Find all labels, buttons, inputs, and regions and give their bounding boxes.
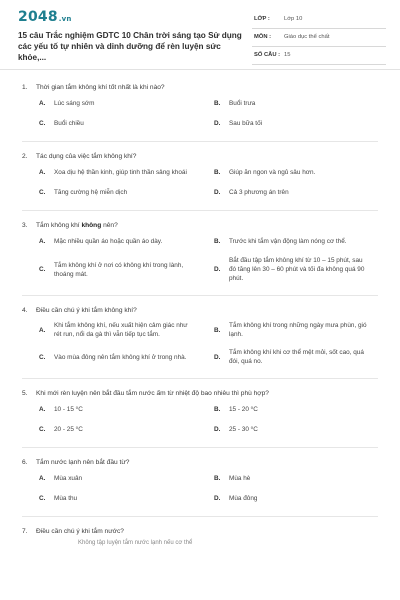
answer-option-c[interactable]: [22, 424, 194, 435]
question-number: 4.: [22, 307, 28, 314]
question-text-emphasis: không: [81, 222, 102, 229]
question-5: [22, 386, 378, 448]
option-letter: C.: [39, 495, 46, 502]
question-number: 1.: [22, 84, 28, 91]
question-text: Tắm nước lạnh nên bắt đầu từ?: [36, 459, 130, 466]
answer-options: [22, 167, 378, 198]
option-text: Mùa thu: [54, 495, 78, 502]
question-text: Khi mới rèn luyện nên bắt đầu tắm nước ấm từ nhiệt độ bao nhiêu thì phù hợp?: [36, 390, 269, 397]
option-letter: C.: [39, 426, 46, 433]
question-stem: [22, 303, 378, 321]
option-letter: C.: [39, 120, 46, 127]
question-text: Tác dụng của việc tắm không khí?: [36, 153, 137, 160]
answer-option-c[interactable]: [22, 348, 194, 366]
answer-option-a[interactable]: [22, 167, 194, 178]
answer-option-c[interactable]: [22, 493, 194, 504]
meta-row-class: [252, 13, 386, 29]
question-number: 3.: [22, 222, 28, 229]
option-letter: A.: [39, 475, 46, 482]
answer-options: [22, 321, 378, 366]
option-text: Bắt đầu tập tắm không khí từ 10 – 15 phút, sau đó tăng lên 30 – 60 phút và tối đa không quá 90 phút.: [229, 257, 365, 282]
option-letter: D.: [214, 495, 221, 502]
meta-label: MÔN :: [254, 34, 272, 40]
question-number: 5.: [22, 390, 28, 397]
question-2: [22, 149, 378, 211]
answer-option-d[interactable]: [198, 187, 370, 198]
answer-options: [22, 236, 378, 283]
option-text: 10 - 15 ⁰C: [54, 406, 83, 413]
question-number: 6.: [22, 459, 28, 466]
question-1: [22, 80, 378, 142]
answer-option-partial[interactable]: Không tập luyện tắm nước lạnh nếu cơ thể: [78, 540, 193, 546]
option-text: Buổi chiều: [54, 120, 84, 127]
answer-option-a[interactable]: [22, 473, 194, 484]
option-text: Xoa dịu hệ thần kinh, giúp tinh thần sảng khoái: [54, 169, 187, 176]
logo-text: 2048: [18, 9, 58, 25]
answer-option-d[interactable]: [198, 256, 370, 283]
header: [0, 0, 400, 62]
document-title: 15 câu Trắc nghiệm GDTC 10 Chân trời sáng tạo Sử dụng các yếu tố tự nhiên và dinh dưỡng để rèn luyện sức khỏe,...: [18, 31, 242, 62]
question-text: Điều cần chú ý khi tắm nước?: [36, 528, 124, 535]
option-letter: A.: [39, 169, 46, 176]
option-text: Cả 3 phương án trên: [229, 189, 289, 196]
answer-options: [22, 98, 378, 129]
option-text: 15 - 20 ⁰C: [229, 406, 258, 413]
option-text: Tăng cường hệ miễn dịch: [54, 189, 128, 196]
option-text: Mặc nhiều quần áo hoặc quần áo dày.: [54, 238, 163, 245]
option-letter: C.: [39, 353, 46, 361]
answer-option-d[interactable]: [198, 424, 370, 435]
question-stem: [22, 149, 378, 167]
option-letter: B.: [214, 169, 221, 176]
answer-option-b[interactable]: [198, 98, 370, 109]
meta-label: SỐ CÂU :: [254, 52, 281, 58]
option-letter: D.: [214, 353, 221, 361]
option-letter: D.: [214, 189, 221, 196]
option-letter: A.: [39, 326, 46, 334]
option-letter: B.: [214, 475, 221, 482]
question-text: [36, 222, 118, 229]
meta-value: Giáo dục thể chất: [284, 34, 330, 40]
option-letter: B.: [214, 326, 221, 334]
option-text: Tắm không khí khi cơ thể mệt mỏi, sốt cao, quá đói, quá no.: [229, 349, 364, 365]
meta-value: Lớp 10: [284, 16, 303, 22]
logo-suffix: .vn: [58, 15, 72, 23]
option-letter: B.: [214, 238, 221, 245]
option-text: Tắm không khí trong những ngày mưa phùn, gió lạnh.: [229, 322, 367, 338]
answer-option-a[interactable]: [22, 404, 194, 415]
question-stem: [22, 218, 378, 236]
option-letter: C.: [39, 189, 46, 196]
document-meta: [252, 13, 386, 65]
answer-option-c[interactable]: [22, 118, 194, 129]
answer-option-a[interactable]: [22, 236, 194, 247]
option-letter: A.: [39, 100, 46, 107]
answer-option-b[interactable]: [198, 321, 370, 339]
option-letter: C.: [39, 266, 46, 273]
answer-option-b[interactable]: [198, 473, 370, 484]
option-text: 25 - 30 ⁰C: [229, 426, 258, 433]
option-letter: D.: [214, 426, 221, 433]
question-3: [22, 218, 378, 296]
answer-option-a[interactable]: [22, 321, 194, 339]
meta-row-subject: [252, 31, 386, 47]
answer-option-b[interactable]: [198, 404, 370, 415]
answer-options: [22, 404, 378, 435]
question-list: [0, 80, 400, 565]
answer-option-c[interactable]: [22, 187, 194, 198]
option-text: Trước khi tắm vận động làm nóng cơ thể.: [229, 238, 347, 245]
answer-option-d[interactable]: [198, 348, 370, 366]
question-text: Điều cần chú ý khi tắm không khí?: [36, 307, 137, 314]
answer-option-b[interactable]: [198, 167, 370, 178]
question-4: [22, 303, 378, 379]
option-text: Mùa xuân: [54, 475, 83, 482]
question-stem: [22, 80, 378, 98]
question-6: [22, 455, 378, 517]
question-7: [22, 524, 378, 558]
option-letter: B.: [214, 100, 221, 107]
question-stem: [22, 455, 378, 473]
site-logo[interactable]: [18, 9, 72, 25]
header-divider: [0, 69, 400, 70]
option-text: Lúc sáng sớm: [54, 100, 95, 107]
option-letter: A.: [39, 406, 46, 413]
question-number: 7.: [22, 528, 28, 535]
answer-option-c[interactable]: [22, 256, 194, 283]
question-number: 2.: [22, 153, 28, 160]
option-text: Mùa hè: [229, 475, 251, 482]
option-letter: D.: [214, 266, 221, 273]
option-text: Sau bữa tối: [229, 120, 263, 127]
option-letter: A.: [39, 238, 46, 245]
question-text-end: nên?: [101, 222, 118, 229]
option-letter: D.: [214, 120, 221, 127]
option-letter: B.: [214, 406, 221, 413]
option-text: Giúp ăn ngon và ngủ sâu hơn.: [229, 169, 316, 176]
option-text: Khi tắm không khí, nếu xuất hiện cảm giác như rét run, nổi da gà thì vẫn tiếp tục tắm.: [54, 322, 188, 338]
question-text-start: Tắm không khí: [36, 222, 82, 229]
meta-row-count: [252, 49, 386, 65]
answer-option-a[interactable]: [22, 98, 194, 109]
option-text: 20 - 25 ⁰C: [54, 426, 83, 433]
answer-option-b[interactable]: [198, 236, 370, 247]
question-stem: [22, 386, 378, 404]
answer-option-d[interactable]: [198, 493, 370, 504]
option-text: Vào mùa đông nên tắm không khí ở trong nhà.: [54, 353, 187, 361]
question-text: Thời gian tắm không khí tốt nhất là khi nào?: [36, 84, 165, 91]
meta-label: LỚP :: [254, 16, 270, 22]
option-text: Mùa đông: [229, 495, 258, 502]
option-text: Tắm không khí ở nơi có không khí trong lành, thoáng mát.: [54, 261, 184, 278]
meta-value: 15: [284, 52, 291, 58]
answer-options: [22, 473, 378, 504]
answer-option-d[interactable]: [198, 118, 370, 129]
option-text: Buổi trưa: [229, 100, 256, 107]
